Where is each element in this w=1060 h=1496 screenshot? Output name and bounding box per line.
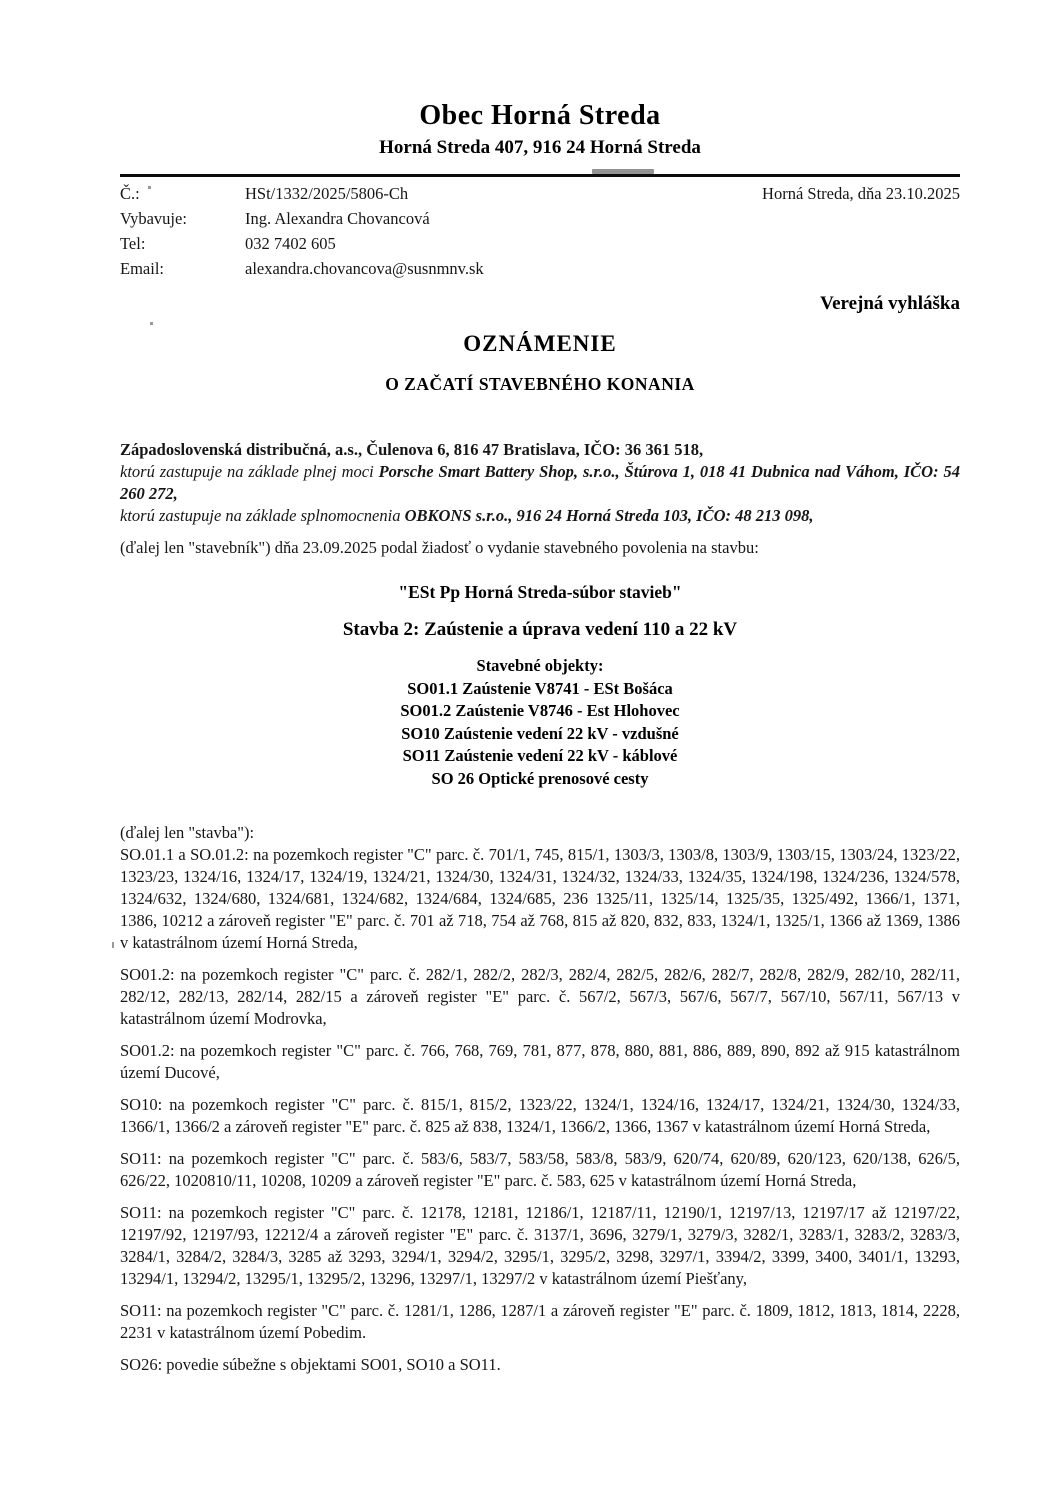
scan-speck — [112, 942, 114, 948]
meta-row-number — [120, 181, 960, 206]
parcel-paragraph: SO11: na pozemkoch register "C" parc. č. 12178, 12181, 12186/1, 12187/11, 12190/1, 12197/13, 12197/17 až 12197/22, 12197/92, 12197/93, 12212/4 a zároveň register "E" parc. č. 3137/1, 3696, 3279/1, 3279/3, 3282/1, 3283/1, 3283/2, 3283/3, 3284/1, 3284/2, 3284/3, 3285 až 3293, 3294/1, 3294/2, 3295/1, 3295/2, 3298, 3297/1, 3394/2, 3399, 3400, 3401/1, 13293, 13294/1, 13294/2, 13295/1, 13295/2, 13296, 13297/1, 13297/2 v katastrálnom území Piešťany, — [120, 1203, 960, 1288]
handler-label: Vybavuje: — [120, 209, 187, 228]
representative-1-company: Porsche Smart Battery Shop, s.r.o., Štúrova 1, 018 41 Dubnica nad Váhom, IČO: 54 260 272, — [120, 462, 960, 503]
object-item: SO11 Zaústenie vedení 22 kV - káblové — [402, 746, 678, 765]
place-and-date: Horná Streda, dňa 23.10.2025 — [762, 184, 960, 203]
parcel-paragraph: SO26: povedie súbežne s objektami SO01, SO10 a SO11. — [120, 1355, 501, 1374]
meta-row-phone — [120, 231, 960, 256]
representative-line-1 — [120, 461, 960, 505]
parcels-section — [120, 822, 960, 1376]
scan-speck — [150, 322, 153, 325]
object-item: SO01.2 Zaústenie V8746 - Est Hlohovec — [400, 701, 680, 720]
phone-value: 032 7402 605 — [245, 234, 336, 253]
request-line: (ďalej len "stavebník") dňa 23.09.2025 podal žiadosť o vydanie stavebného povolenia na stavbu: — [120, 538, 759, 557]
email-label: Email: — [120, 259, 164, 278]
org-address: Horná Streda 407, 916 24 Horná Streda — [379, 137, 701, 158]
parcel-paragraph: SO01.2: na pozemkoch register "C" parc. č. 282/1, 282/2, 282/3, 282/4, 282/5, 282/6, 282/7, 282/8, 282/9, 282/10, 282/11, 282/12, 282/13, 282/14, 282/15 a zároveň register "E" parc. č. 567/2, 567/3, 567/6, 567/7, 567/10, 567/11, 567/13 v katastrálnom území Modrovka, — [120, 965, 960, 1028]
scan-speck — [148, 186, 151, 189]
meta-row-handler — [120, 206, 960, 231]
email-value: alexandra.chovancova@susnmnv.sk — [245, 259, 484, 278]
parcels-intro: (ďalej len "stavba"): — [120, 823, 255, 842]
handler-value: Ing. Alexandra Chovancová — [245, 209, 430, 228]
public-notice-label: Verejná vyhláška — [820, 293, 960, 314]
ref-number-value: HSt/1332/2025/5806-Ch — [245, 184, 409, 203]
object-item: SO 26 Optické prenosové cesty — [431, 768, 649, 788]
representative-1-prefix: ktorú zastupuje na základe plnej moci — [120, 462, 379, 481]
reference-block — [120, 181, 960, 281]
phone-label: Tel: — [120, 234, 146, 253]
applicant-block — [120, 439, 960, 559]
org-name: Obec Horná Streda — [419, 100, 661, 131]
document-subtitle: O ZAČATÍ STAVEBNÉHO KONANIA — [385, 374, 695, 394]
parcel-paragraph: SO11: na pozemkoch register "C" parc. č. 1281/1, 1286, 1287/1 a zároveň register "E" parc. č. 1809, 1812, 1813, 1814, 2228, 2231 v katastrálnom území Pobedim. — [120, 1301, 960, 1342]
object-item: SO01.1 Zaústenie V8741 - ESt Bošáca — [407, 678, 673, 698]
parcel-paragraph: SO10: na pozemkoch register "C" parc. č. 815/1, 815/2, 1323/22, 1324/1, 1324/16, 1324/17, 1324/21, 1324/30, 1324/33, 1366/1, 1366/2 a zároveň register "E" parc. č. 825 až 838, 1324/1, 1366/2, 1366, 1367 v katastrálnom území Horná Streda, — [120, 1095, 960, 1136]
project-name: "ESt Pp Horná Streda-súbor stavieb" — [398, 582, 682, 602]
representative-2-company: OBKONS s.r.o., 916 24 Horná Streda 103, IČO: 48 213 098, — [404, 506, 814, 525]
applicant-name-line: Západoslovenská distribučná, a.s., Čulenova 6, 816 47 Bratislava, IČO: 36 361 518, — [120, 440, 704, 459]
header-divider — [120, 174, 960, 177]
meta-row-email — [120, 256, 960, 281]
scan-smudge — [592, 169, 654, 174]
parcel-paragraph: SO.01.1 a SO.01.2: na pozemkoch register "C" parc. č. 701/1, 745, 815/1, 1303/3, 1303/8, 1303/9, 1303/15, 1303/24, 1323/22, 1323/23, 1324/16, 1324/17, 1324/19, 1324/21, 1324/30, 1324/31, 1324/32, 1324/33, 1324/35, 1324/198, 1324/236, 1324/578, 1324/632, 1324/680, 1324/681, 1324/682, 1324/684, 1324/685, 236 1325/11, 1325/14, 1325/35, 1325/492, 1366/1, 1371, 1386, 10212 a zároveň register "E" parc. č. 701 až 718, 754 až 768, 815 až 820, 832, 833, 1324/1, 1325/1, 1366 až 1369, 1386 v katastrálnom území Horná Streda, — [120, 845, 960, 952]
representative-2-prefix: ktorú zastupuje na základe splnomocnenia — [120, 506, 405, 525]
objects-heading: Stavebné objekty: — [476, 656, 604, 675]
construction-objects-list — [120, 655, 960, 790]
document-title: OZNÁMENIE — [463, 331, 617, 356]
representative-line-2 — [120, 505, 960, 527]
ref-number-label: Č.: — [120, 184, 140, 203]
parcel-paragraph: SO01.2: na pozemkoch register "C" parc. č. 766, 768, 769, 781, 877, 878, 880, 881, 886, 889, 890, 892 až 915 katastrálnom území Ducové, — [120, 1041, 960, 1082]
parcel-paragraph: SO11: na pozemkoch register "C" parc. č. 583/6, 583/7, 583/58, 583/8, 583/9, 620/74, 620/89, 620/123, 620/138, 626/5, 626/22, 1020810/11, 10208, 10209 a zároveň register "E" parc. č. 583, 625 v katastrálnom území Horná Streda, — [120, 1149, 960, 1190]
project-stage-title: Stavba 2: Zaústenie a úprava vedení 110 a 22 kV — [342, 619, 738, 640]
object-item: SO10 Zaústenie vedení 22 kV - vzdušné — [401, 723, 679, 743]
